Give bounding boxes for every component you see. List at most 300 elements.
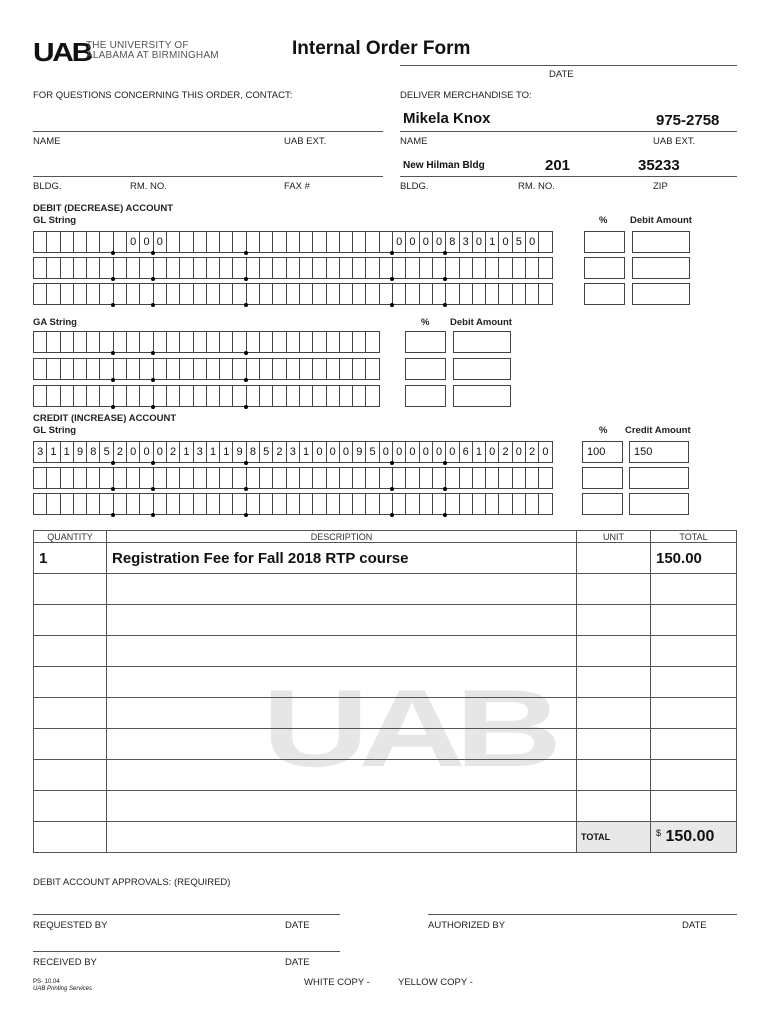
grid-cell[interactable] xyxy=(33,231,47,253)
grid-cell[interactable] xyxy=(153,385,167,407)
grid-cell[interactable] xyxy=(246,385,260,407)
grid-cell[interactable] xyxy=(113,385,127,407)
grid-cell[interactable] xyxy=(73,283,87,305)
table-row[interactable] xyxy=(34,760,737,791)
debit-pct-1[interactable] xyxy=(584,231,625,253)
grid-cell[interactable] xyxy=(259,283,273,305)
grid-cell[interactable] xyxy=(272,231,286,253)
grid-cell[interactable] xyxy=(312,283,326,305)
grid-cell[interactable] xyxy=(193,493,207,515)
grid-cell[interactable] xyxy=(166,385,180,407)
grid-cell[interactable] xyxy=(339,358,353,380)
grid-cell[interactable] xyxy=(166,257,180,279)
grid-cell[interactable]: 0 xyxy=(538,441,552,463)
grid-cell[interactable]: 0 xyxy=(419,441,433,463)
grid-cell[interactable] xyxy=(286,493,300,515)
debit-pct-3[interactable] xyxy=(584,283,625,305)
grid-cell[interactable]: 1 xyxy=(485,231,499,253)
grid-cell[interactable] xyxy=(153,257,167,279)
grid-cell[interactable]: 1 xyxy=(472,441,486,463)
grid-cell[interactable] xyxy=(286,385,300,407)
grid-cell[interactable] xyxy=(312,257,326,279)
grid-cell[interactable] xyxy=(445,283,459,305)
grid-cell[interactable] xyxy=(113,283,127,305)
grid-cell[interactable] xyxy=(219,467,233,489)
grid-cell[interactable] xyxy=(219,231,233,253)
grid-cell[interactable] xyxy=(379,493,393,515)
grid-cell[interactable] xyxy=(206,467,220,489)
grid-cell[interactable] xyxy=(326,231,340,253)
grid-cell[interactable] xyxy=(33,467,47,489)
grid-cell[interactable] xyxy=(99,257,113,279)
credit-amount-2[interactable] xyxy=(629,467,689,489)
grid-cell[interactable] xyxy=(352,385,366,407)
grid-cell[interactable] xyxy=(99,385,113,407)
grid-cell[interactable] xyxy=(339,283,353,305)
grid-cell[interactable] xyxy=(419,257,433,279)
grid-cell[interactable] xyxy=(139,467,153,489)
grid-cell[interactable] xyxy=(193,467,207,489)
grid-cell[interactable] xyxy=(286,467,300,489)
grid-cell[interactable] xyxy=(432,493,446,515)
grid-cell[interactable]: 0 xyxy=(126,231,140,253)
grid-cell[interactable] xyxy=(46,257,60,279)
grid-cell[interactable]: 0 xyxy=(339,441,353,463)
grid-cell[interactable] xyxy=(312,358,326,380)
grid-cell[interactable]: 0 xyxy=(139,441,153,463)
grid-cell[interactable] xyxy=(286,231,300,253)
grid-cell[interactable] xyxy=(86,331,100,353)
grid-cell[interactable]: 1 xyxy=(179,441,193,463)
grid-cell[interactable] xyxy=(246,231,260,253)
grid-cell[interactable] xyxy=(352,331,366,353)
grid-cell[interactable]: 1 xyxy=(206,441,220,463)
grid-cell[interactable] xyxy=(512,257,526,279)
grid-cell[interactable] xyxy=(86,283,100,305)
grid-cell[interactable]: 2 xyxy=(525,441,539,463)
grid-cell[interactable] xyxy=(232,493,246,515)
grid-cell[interactable] xyxy=(46,283,60,305)
grid-cell[interactable] xyxy=(126,331,140,353)
grid-cell[interactable]: 8 xyxy=(246,441,260,463)
grid-cell[interactable]: 0 xyxy=(405,231,419,253)
grid-cell[interactable] xyxy=(312,331,326,353)
grid-cell[interactable] xyxy=(472,493,486,515)
grid-cell[interactable]: 5 xyxy=(512,231,526,253)
debit-amount-2[interactable] xyxy=(632,257,690,279)
grid-cell[interactable] xyxy=(419,467,433,489)
grid-cell[interactable] xyxy=(113,231,127,253)
grid-cell[interactable] xyxy=(113,257,127,279)
grid-cell[interactable] xyxy=(232,283,246,305)
grid-cell[interactable] xyxy=(365,231,379,253)
grid-cell[interactable] xyxy=(86,493,100,515)
grid-cell[interactable] xyxy=(139,493,153,515)
grid-cell[interactable] xyxy=(299,385,313,407)
grid-cell[interactable] xyxy=(179,467,193,489)
grid-cell[interactable] xyxy=(525,257,539,279)
grid-cell[interactable]: 6 xyxy=(459,441,473,463)
grid-cell[interactable] xyxy=(179,331,193,353)
grid-cell[interactable]: 9 xyxy=(73,441,87,463)
grid-cell[interactable] xyxy=(99,283,113,305)
grid-cell[interactable] xyxy=(33,257,47,279)
grid-cell[interactable] xyxy=(232,467,246,489)
grid-cell[interactable] xyxy=(485,493,499,515)
grid-cell[interactable] xyxy=(259,331,273,353)
row1-description[interactable]: Registration Fee for Fall 2018 RTP course xyxy=(107,543,577,574)
grid-cell[interactable] xyxy=(299,231,313,253)
grid-cell[interactable] xyxy=(99,493,113,515)
grid-cell[interactable] xyxy=(312,493,326,515)
grid-cell[interactable]: 9 xyxy=(232,441,246,463)
grid-cell[interactable] xyxy=(33,358,47,380)
grid-cell[interactable] xyxy=(246,257,260,279)
grid-cell[interactable] xyxy=(312,467,326,489)
grid-cell[interactable] xyxy=(459,467,473,489)
grid-cell[interactable] xyxy=(86,231,100,253)
grid-cell[interactable] xyxy=(485,467,499,489)
grid-cell[interactable] xyxy=(405,467,419,489)
grid-cell[interactable] xyxy=(246,358,260,380)
grid-cell[interactable] xyxy=(498,493,512,515)
grid-cell[interactable]: 2 xyxy=(166,441,180,463)
grid-cell[interactable] xyxy=(286,283,300,305)
grid-cell[interactable] xyxy=(312,231,326,253)
credit-amount-1[interactable]: 150 xyxy=(629,441,689,463)
grid-cell[interactable]: 1 xyxy=(60,441,74,463)
grid-cell[interactable] xyxy=(60,385,74,407)
grid-cell[interactable] xyxy=(206,231,220,253)
grid-cell[interactable] xyxy=(232,385,246,407)
grid-cell[interactable] xyxy=(219,385,233,407)
grid-cell[interactable] xyxy=(339,493,353,515)
grid-cell[interactable] xyxy=(352,358,366,380)
grid-cell[interactable] xyxy=(365,385,379,407)
grid-cell[interactable] xyxy=(113,493,127,515)
grid-cell[interactable]: 0 xyxy=(432,231,446,253)
debit-amount-1[interactable] xyxy=(632,231,690,253)
grid-cell[interactable] xyxy=(272,358,286,380)
grid-cell[interactable] xyxy=(126,257,140,279)
grid-cell[interactable] xyxy=(365,467,379,489)
deliver-ext-value[interactable]: 975-2758 xyxy=(656,112,720,129)
grid-cell[interactable] xyxy=(538,493,552,515)
grid-cell[interactable] xyxy=(472,283,486,305)
ga-pct-3[interactable] xyxy=(405,385,446,407)
grid-cell[interactable] xyxy=(538,283,552,305)
debit-gl-row-2[interactable] xyxy=(33,257,552,279)
grid-cell[interactable]: 5 xyxy=(99,441,113,463)
grid-cell[interactable]: 5 xyxy=(259,441,273,463)
grid-cell[interactable]: 3 xyxy=(286,441,300,463)
grid-cell[interactable]: 0 xyxy=(525,231,539,253)
grid-cell[interactable] xyxy=(485,283,499,305)
grid-cell[interactable] xyxy=(179,358,193,380)
grid-cell[interactable] xyxy=(246,493,260,515)
grid-cell[interactable] xyxy=(272,331,286,353)
grid-cell[interactable] xyxy=(405,283,419,305)
grid-cell[interactable] xyxy=(153,283,167,305)
ga-amount-3[interactable] xyxy=(453,385,511,407)
grid-cell[interactable]: 3 xyxy=(33,441,47,463)
grid-cell[interactable] xyxy=(472,467,486,489)
grid-cell[interactable] xyxy=(139,358,153,380)
grid-cell[interactable] xyxy=(46,231,60,253)
grid-cell[interactable] xyxy=(99,331,113,353)
grid-cell[interactable]: 0 xyxy=(392,231,406,253)
grid-cell[interactable] xyxy=(179,231,193,253)
grid-cell[interactable] xyxy=(33,493,47,515)
grid-cell[interactable]: 3 xyxy=(193,441,207,463)
grid-cell[interactable] xyxy=(73,257,87,279)
grid-cell[interactable] xyxy=(206,283,220,305)
grid-cell[interactable] xyxy=(113,467,127,489)
grid-cell[interactable] xyxy=(126,283,140,305)
grid-cell[interactable] xyxy=(179,257,193,279)
grid-cell[interactable] xyxy=(139,283,153,305)
grid-cell[interactable] xyxy=(219,257,233,279)
deliver-room-value[interactable]: 201 xyxy=(545,157,571,174)
debit-gl-row-1[interactable] xyxy=(33,231,552,253)
grid-cell[interactable]: 0 xyxy=(379,441,393,463)
ga-row-2[interactable] xyxy=(33,358,379,380)
grid-cell[interactable]: 1 xyxy=(299,441,313,463)
grid-cell[interactable]: 8 xyxy=(445,231,459,253)
grid-cell[interactable] xyxy=(286,257,300,279)
grid-cell[interactable] xyxy=(166,283,180,305)
grid-cell[interactable] xyxy=(365,493,379,515)
grid-cell[interactable] xyxy=(113,358,127,380)
grid-cell[interactable]: 8 xyxy=(86,441,100,463)
grid-cell[interactable] xyxy=(86,358,100,380)
grid-cell[interactable] xyxy=(299,493,313,515)
row1-total[interactable]: 150.00 xyxy=(651,543,737,574)
row1-unit[interactable] xyxy=(577,543,651,574)
grid-cell[interactable] xyxy=(60,358,74,380)
grid-cell[interactable] xyxy=(299,467,313,489)
ga-pct-2[interactable] xyxy=(405,358,446,380)
grid-cell[interactable] xyxy=(219,358,233,380)
grid-cell[interactable]: 0 xyxy=(139,231,153,253)
deliver-zip-value[interactable]: 35233 xyxy=(638,157,680,174)
table-row[interactable] xyxy=(34,605,737,636)
grid-cell[interactable] xyxy=(246,331,260,353)
deliver-name-value[interactable]: Mikela Knox xyxy=(403,110,491,127)
grid-cell[interactable] xyxy=(60,231,74,253)
grid-cell[interactable] xyxy=(299,257,313,279)
grid-cell[interactable] xyxy=(206,385,220,407)
grid-cell[interactable] xyxy=(232,257,246,279)
grid-cell[interactable] xyxy=(73,331,87,353)
grid-cell[interactable] xyxy=(46,493,60,515)
grid-cell[interactable] xyxy=(193,385,207,407)
grid-cell[interactable]: 0 xyxy=(153,231,167,253)
grid-cell[interactable] xyxy=(299,358,313,380)
grid-cell[interactable] xyxy=(365,358,379,380)
grid-cell[interactable] xyxy=(166,358,180,380)
grid-cell[interactable] xyxy=(326,331,340,353)
grid-cell[interactable] xyxy=(153,358,167,380)
grid-cell[interactable] xyxy=(312,385,326,407)
grid-cell[interactable] xyxy=(246,467,260,489)
grid-cell[interactable] xyxy=(206,493,220,515)
grid-cell[interactable]: 5 xyxy=(365,441,379,463)
ga-amount-2[interactable] xyxy=(453,358,511,380)
grid-cell[interactable] xyxy=(166,467,180,489)
grid-cell[interactable] xyxy=(99,358,113,380)
credit-pct-2[interactable] xyxy=(582,467,623,489)
grid-cell[interactable] xyxy=(60,283,74,305)
grand-total-cell[interactable] xyxy=(651,822,737,853)
grid-cell[interactable]: 1 xyxy=(219,441,233,463)
grid-cell[interactable] xyxy=(352,493,366,515)
grid-cell[interactable] xyxy=(113,331,127,353)
grid-cell[interactable] xyxy=(193,331,207,353)
grid-cell[interactable] xyxy=(379,283,393,305)
grid-cell[interactable] xyxy=(365,257,379,279)
grid-cell[interactable] xyxy=(432,257,446,279)
debit-gl-row-3[interactable] xyxy=(33,283,552,305)
table-row[interactable] xyxy=(34,574,737,605)
grid-cell[interactable] xyxy=(153,331,167,353)
grid-cell[interactable]: 0 xyxy=(472,231,486,253)
grid-cell[interactable] xyxy=(286,331,300,353)
grid-cell[interactable] xyxy=(419,493,433,515)
grid-cell[interactable] xyxy=(352,467,366,489)
grid-cell[interactable] xyxy=(512,467,526,489)
grid-cell[interactable] xyxy=(166,331,180,353)
grid-cell[interactable] xyxy=(153,467,167,489)
grid-cell[interactable] xyxy=(272,467,286,489)
grid-cell[interactable] xyxy=(193,231,207,253)
credit-gl-row-2[interactable] xyxy=(33,467,552,489)
grid-cell[interactable] xyxy=(73,467,87,489)
grid-cell[interactable] xyxy=(60,257,74,279)
grid-cell[interactable] xyxy=(352,231,366,253)
grid-cell[interactable] xyxy=(46,358,60,380)
grid-cell[interactable] xyxy=(259,358,273,380)
grid-cell[interactable]: 0 xyxy=(405,441,419,463)
grid-cell[interactable] xyxy=(379,467,393,489)
grid-cell[interactable] xyxy=(33,385,47,407)
grid-cell[interactable] xyxy=(259,385,273,407)
grid-cell[interactable] xyxy=(498,283,512,305)
grid-cell[interactable]: 0 xyxy=(432,441,446,463)
grid-cell[interactable] xyxy=(352,257,366,279)
grid-cell[interactable] xyxy=(299,283,313,305)
grid-cell[interactable] xyxy=(193,257,207,279)
grid-cell[interactable] xyxy=(259,231,273,253)
grid-cell[interactable]: 0 xyxy=(153,441,167,463)
grid-cell[interactable] xyxy=(525,493,539,515)
grid-cell[interactable]: 3 xyxy=(459,231,473,253)
grid-cell[interactable] xyxy=(219,331,233,353)
grid-cell[interactable] xyxy=(392,257,406,279)
grid-cell[interactable]: 2 xyxy=(113,441,127,463)
grid-cell[interactable] xyxy=(512,283,526,305)
grid-cell[interactable] xyxy=(232,358,246,380)
grid-cell[interactable] xyxy=(126,493,140,515)
grid-cell[interactable] xyxy=(419,283,433,305)
table-row[interactable] xyxy=(34,729,737,760)
grid-cell[interactable] xyxy=(99,467,113,489)
grid-cell[interactable]: 2 xyxy=(498,441,512,463)
grid-cell[interactable] xyxy=(326,283,340,305)
grid-cell[interactable] xyxy=(259,493,273,515)
grid-cell[interactable] xyxy=(339,467,353,489)
grid-cell[interactable] xyxy=(272,493,286,515)
grid-cell[interactable]: 0 xyxy=(485,441,499,463)
grid-cell[interactable] xyxy=(60,493,74,515)
grid-cell[interactable] xyxy=(392,283,406,305)
grid-cell[interactable] xyxy=(179,283,193,305)
grid-cell[interactable] xyxy=(272,385,286,407)
grid-cell[interactable] xyxy=(365,331,379,353)
grid-cell[interactable]: 0 xyxy=(326,441,340,463)
grid-cell[interactable] xyxy=(86,257,100,279)
grid-cell[interactable] xyxy=(259,257,273,279)
grid-cell[interactable]: 0 xyxy=(392,441,406,463)
grid-cell[interactable] xyxy=(339,257,353,279)
grid-cell[interactable] xyxy=(272,283,286,305)
grid-cell[interactable] xyxy=(459,283,473,305)
grid-cell[interactable] xyxy=(33,283,47,305)
grid-cell[interactable] xyxy=(73,358,87,380)
ga-row-1[interactable] xyxy=(33,331,379,353)
grid-cell[interactable] xyxy=(365,283,379,305)
grid-cell[interactable] xyxy=(206,358,220,380)
grid-cell[interactable] xyxy=(538,467,552,489)
grid-cell[interactable] xyxy=(179,385,193,407)
grid-cell[interactable] xyxy=(299,331,313,353)
grid-cell[interactable]: 0 xyxy=(419,231,433,253)
grid-cell[interactable] xyxy=(139,385,153,407)
deliver-bldg-value[interactable]: New Hilman Bldg xyxy=(403,160,485,171)
grid-cell[interactable] xyxy=(126,385,140,407)
grid-cell[interactable] xyxy=(232,231,246,253)
grid-cell[interactable] xyxy=(139,331,153,353)
grid-cell[interactable] xyxy=(485,257,499,279)
grid-cell[interactable] xyxy=(272,257,286,279)
table-row[interactable] xyxy=(34,636,737,667)
table-row[interactable] xyxy=(34,543,737,574)
grid-cell[interactable] xyxy=(166,231,180,253)
grid-cell[interactable] xyxy=(246,283,260,305)
grid-cell[interactable] xyxy=(206,331,220,353)
grid-cell[interactable]: 2 xyxy=(272,441,286,463)
grid-cell[interactable] xyxy=(46,467,60,489)
grid-cell[interactable] xyxy=(339,385,353,407)
ga-pct-1[interactable] xyxy=(405,331,446,353)
grid-cell[interactable] xyxy=(33,331,47,353)
grid-cell[interactable] xyxy=(525,467,539,489)
grid-cell[interactable] xyxy=(219,493,233,515)
table-row[interactable] xyxy=(34,698,737,729)
grid-cell[interactable] xyxy=(153,493,167,515)
grid-cell[interactable] xyxy=(525,283,539,305)
grid-cell[interactable]: 0 xyxy=(126,441,140,463)
grid-cell[interactable] xyxy=(126,358,140,380)
debit-amount-3[interactable] xyxy=(632,283,690,305)
grid-cell[interactable]: 0 xyxy=(498,231,512,253)
grid-cell[interactable] xyxy=(405,493,419,515)
grid-cell[interactable]: 1 xyxy=(46,441,60,463)
grid-cell[interactable] xyxy=(139,257,153,279)
grid-cell[interactable] xyxy=(392,493,406,515)
credit-pct-3[interactable] xyxy=(582,493,623,515)
grid-cell[interactable] xyxy=(206,257,220,279)
